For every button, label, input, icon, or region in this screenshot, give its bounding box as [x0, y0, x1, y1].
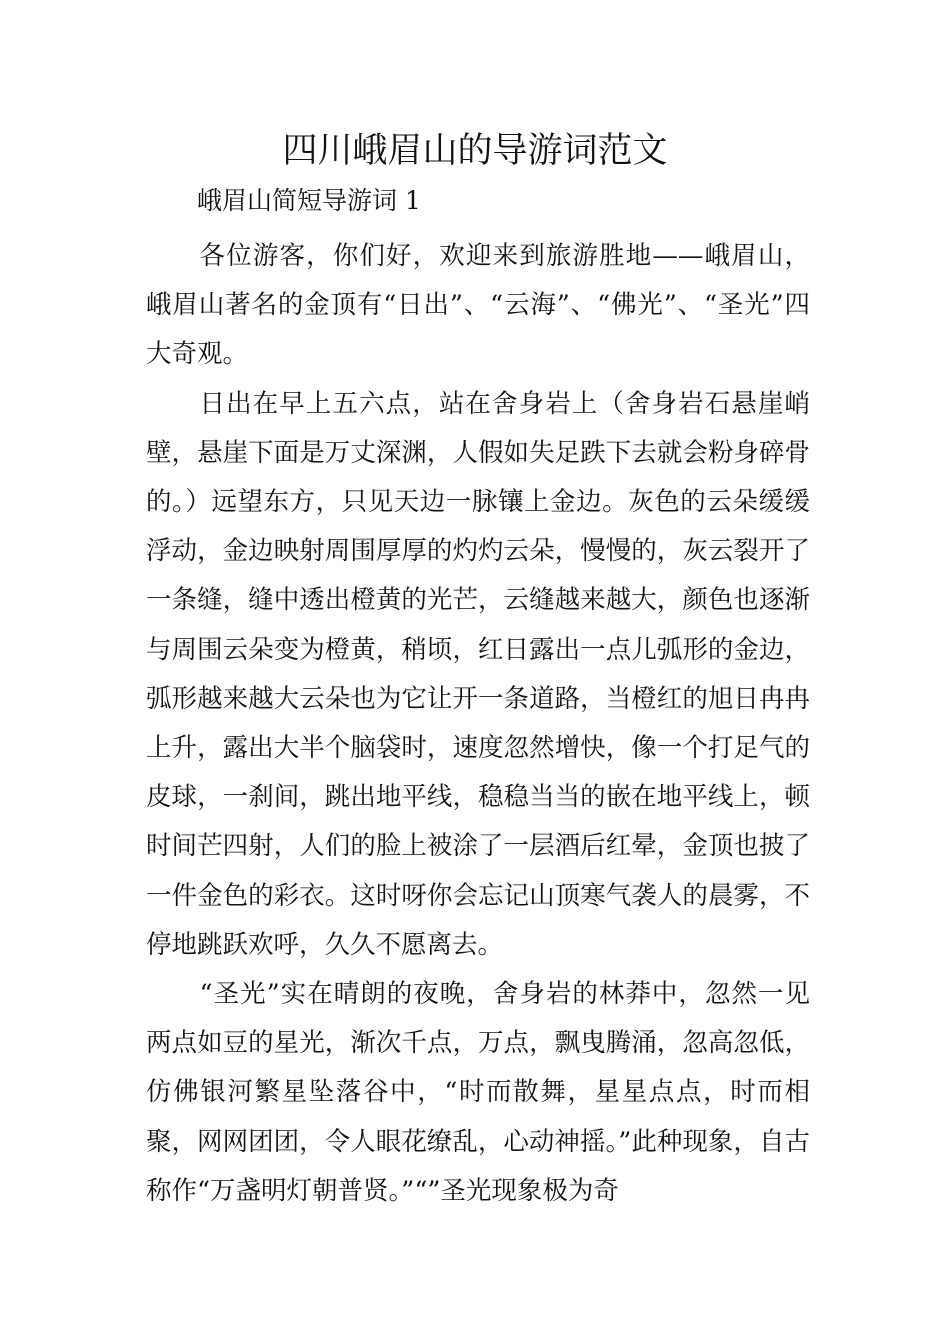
document-subtitle: 峨眉山简短导游词 1	[197, 186, 421, 215]
document-body	[146, 232, 810, 1216]
paragraph: 日出在早上五六点，站在舍身岩上（舍身岩石悬崖峭壁，悬崖下面是万丈深渊，人假如失足跌下去就会粉身碎骨的。）远望东方，只见天边一脉镶上金边。灰色的云朵缓缓浮动，金边映射周围厚厚的灼灼云朵，慢慢的，灰云裂开了一条缝，缝中透出橙黄的光芒，云缝越来越大，颜色也逐渐与周围云朵变为橙黄，稍顷，红日露出一点儿弧形的金边，弧形越来越大云朵也为它让开一条道路，当橙红的旭日冉冉上升，露出大半个脑袋时，速度忽然增快，像一个打足气的皮球，一刹间，跳出地平线，稳稳当当的嵌在地平线上，顿时间芒四射，人们的脸上被涂了一层酒后红晕，金顶也披了一件金色的彩衣。这时呀你会忘记山顶寒气袭人的晨雾，不停地跳跃欢呼，久久不愿离去。	[146, 388, 810, 960]
paragraph: “圣光”实在晴朗的夜晚，舍身岩的林莽中，忽然一见两点如豆的星光，渐次千点，万点，飘曳腾涌，忽高忽低，仿佛银河繁星坠落谷中，“时而散舞，星星点点，时而相聚，网网团团，令人眼花缭乱，心动神摇。”此种现象，自古称作“万盏明灯朝普贤。”“”圣光现象极为奇	[146, 979, 810, 1206]
document-title: 四川峨眉山的导游词范文	[282, 131, 668, 171]
paragraph: 各位游客，你们好，欢迎来到旅游胜地——峨眉山，峨眉山著名的金顶有“日出”、“云海”、“佛光”、“圣光”四大奇观。	[146, 241, 810, 370]
